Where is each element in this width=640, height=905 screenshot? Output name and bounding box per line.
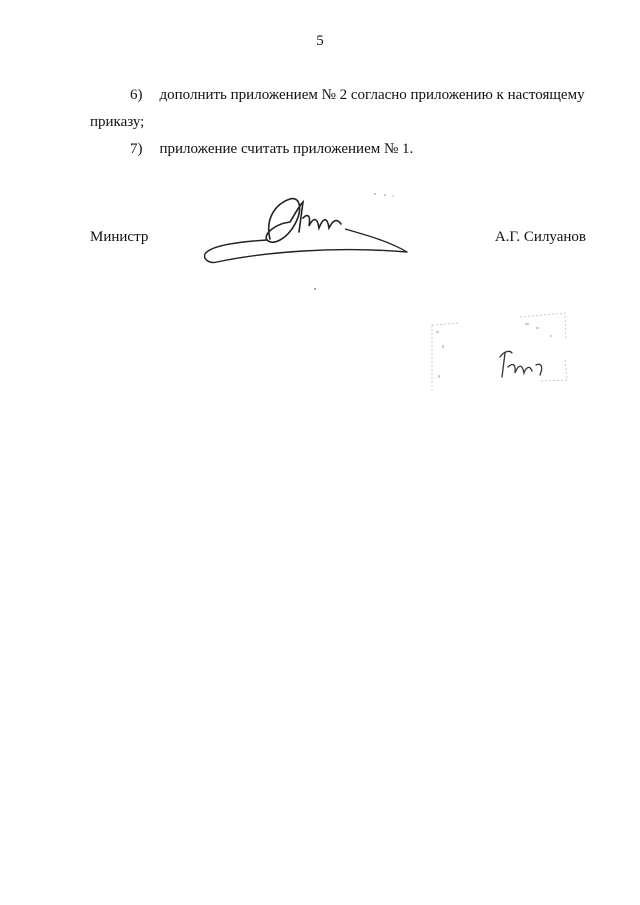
list-item-continuation: приказу; (90, 114, 145, 130)
list-item-text: приложение считать приложением № 1. (159, 141, 414, 157)
handwritten-signature (195, 184, 425, 304)
list-item-text: дополнить приложением № 2 согласно приложению к настоящему (159, 87, 585, 103)
signatory-title: Министр (90, 229, 149, 245)
list-item (90, 136, 590, 163)
list-item-number: 6) (130, 87, 143, 103)
signatory-name: А.Г. Силуанов (494, 229, 586, 245)
approval-stamp (420, 305, 580, 400)
list-item (90, 82, 590, 136)
signature-block (0, 224, 640, 304)
page-number: 5 (316, 33, 324, 49)
list-item-first-line (90, 136, 590, 163)
list-item-first-line (90, 82, 590, 109)
list-item-number: 7) (130, 141, 143, 157)
